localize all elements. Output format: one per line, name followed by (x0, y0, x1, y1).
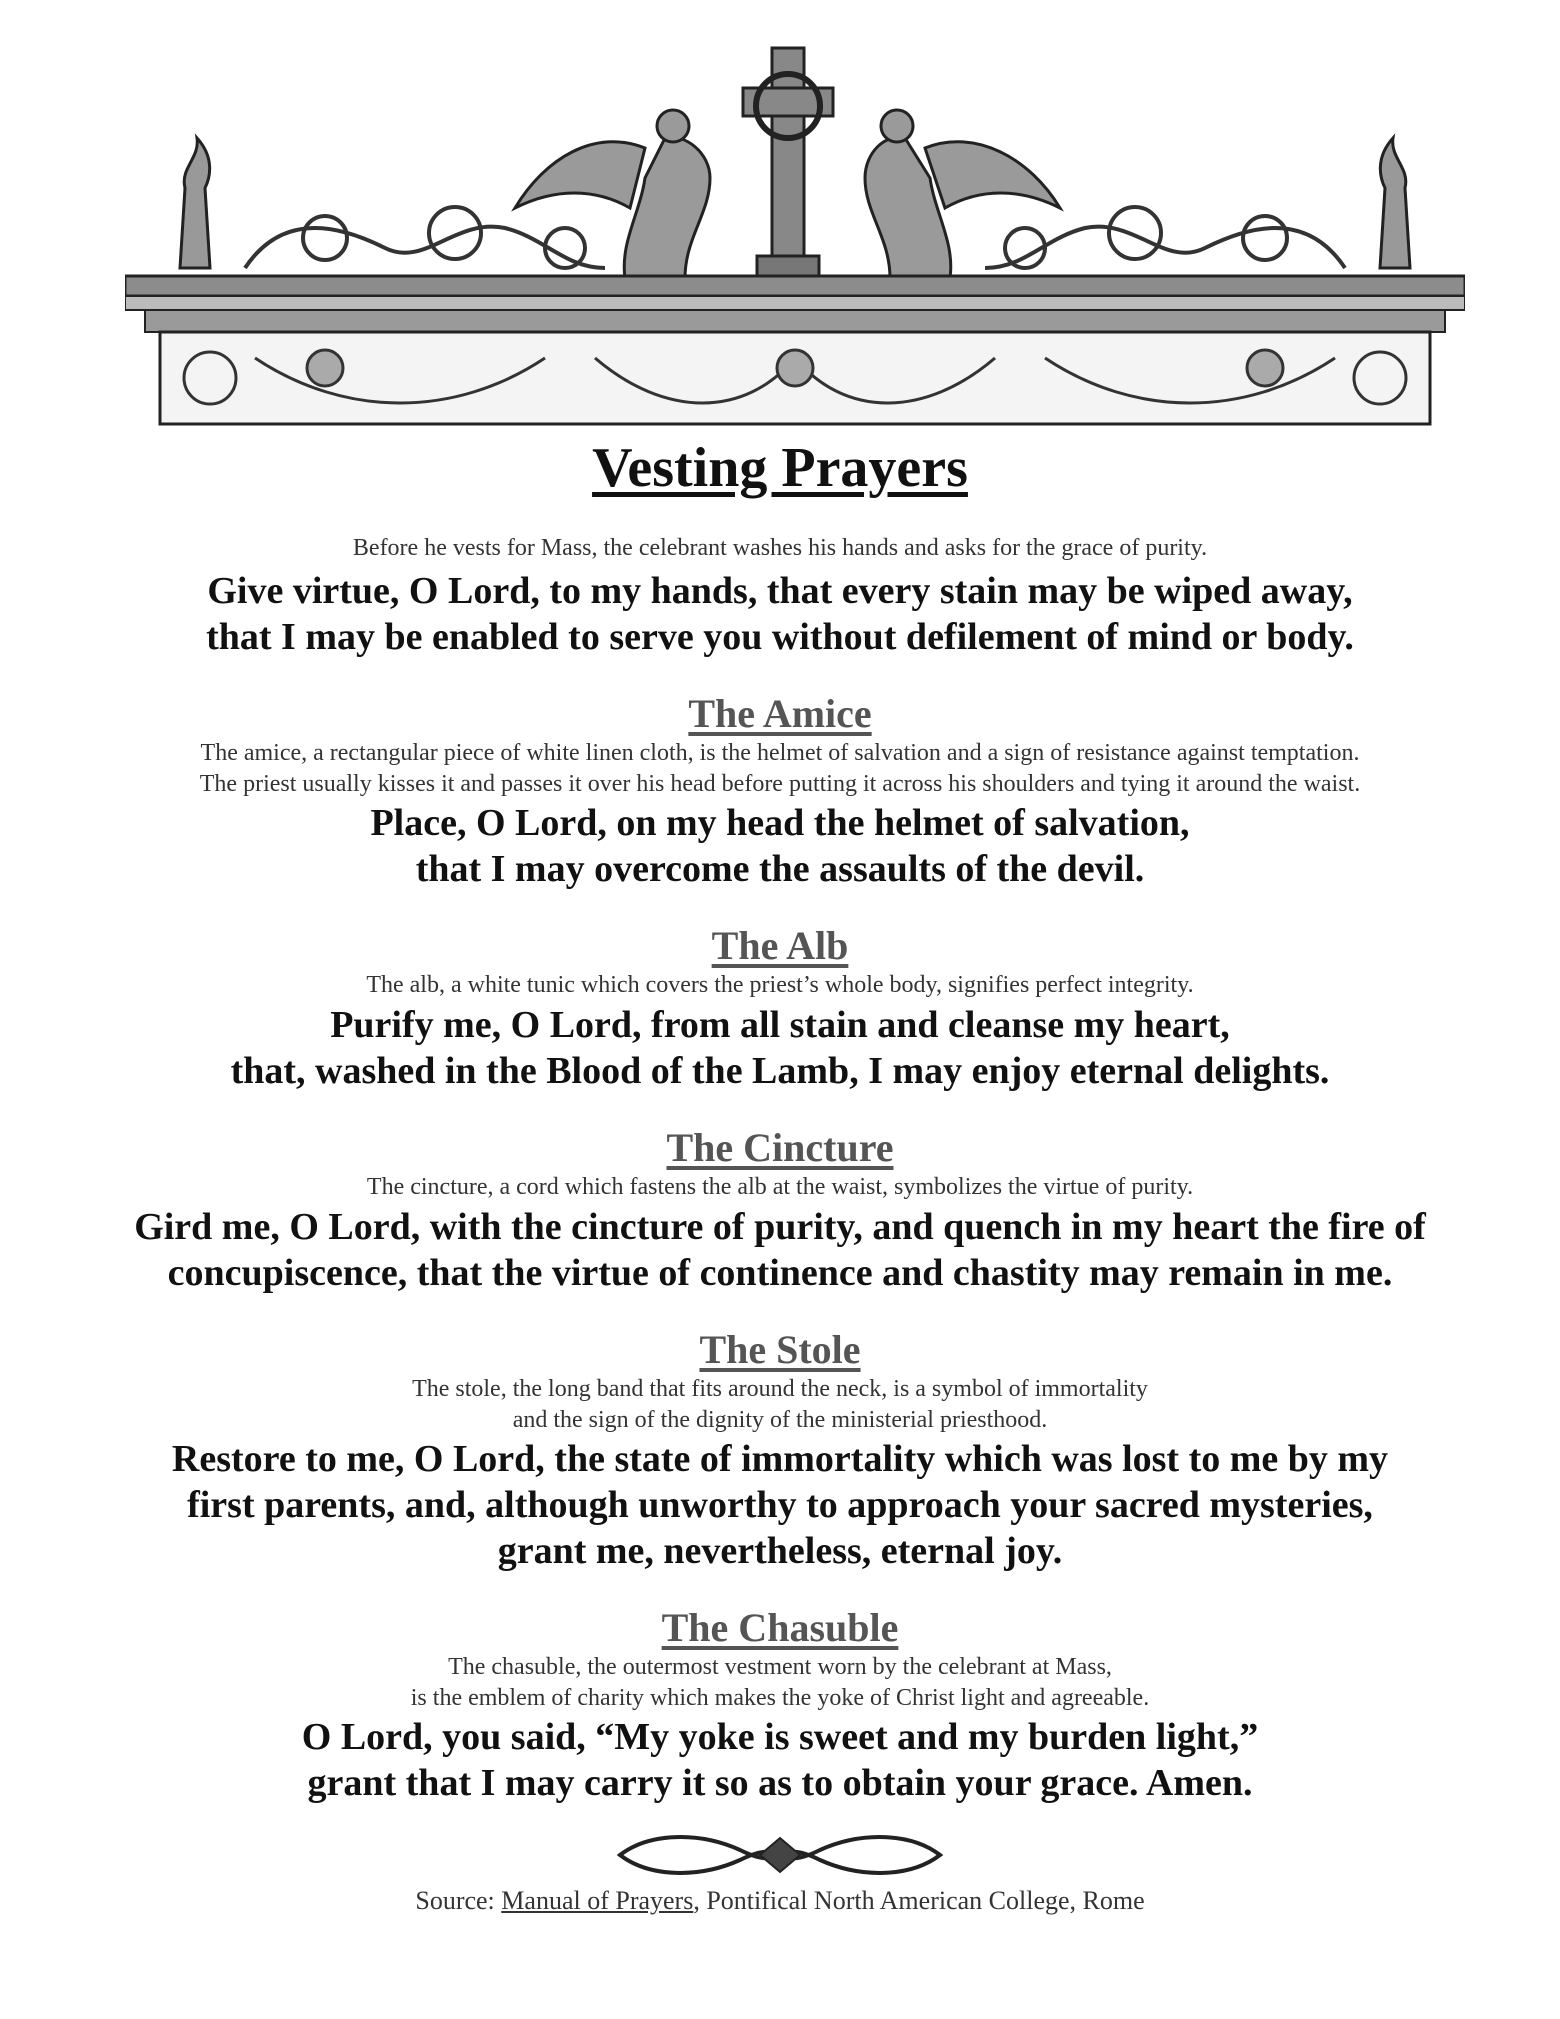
source-label: Source: (415, 1886, 495, 1915)
section-prayer-chasuble (0, 1714, 1560, 1806)
section-heading-chasuble: The Chasuble (661, 1605, 899, 1650)
section-description-amice (0, 738, 1560, 800)
description-line: The cincture, a cord which fastens the alb at the waist, symbolizes the virtue of purity. (366, 1174, 1194, 1200)
prayer-line: that I may be enabled to serve you without defilement of mind or body. (206, 616, 1354, 658)
section-prayer-amice (0, 800, 1560, 892)
description-line: is the emblem of charity which makes the yoke of Christ light and agreeable. (410, 1685, 1150, 1711)
section-prayer-cincture (0, 1204, 1560, 1296)
description-line: The alb, a white tunic which covers the priest’s whole body, signifies perfect integrity. (366, 972, 1194, 998)
description-line: The chasuble, the outermost vestment worn by the celebrant at Mass, (448, 1654, 1112, 1680)
source-publisher: , Pontifical North American College, Rome (693, 1886, 1145, 1915)
prayer-line: Purify me, O Lord, from all stain and cleanse my heart, (330, 1004, 1230, 1046)
section-description-chasuble (0, 1652, 1560, 1714)
section-prayer-alb (0, 1002, 1560, 1094)
section-heading-stole: The Stole (699, 1327, 861, 1372)
prayer-line: first parents, and, although unworthy to approach your sacred mysteries, (187, 1484, 1373, 1526)
section-heading-alb: The Alb (711, 923, 849, 968)
prayer-line: Give virtue, O Lord, to my hands, that every stain may be wiped away, (207, 570, 1353, 612)
cross-upright (772, 48, 804, 278)
prayer-line: Restore to me, O Lord, the state of immortality which was lost to me by my (171, 1438, 1389, 1480)
prayer-line: that I may overcome the assaults of the devil. (415, 848, 1145, 890)
section-heading-cincture: The Cincture (666, 1125, 894, 1170)
intro-description: Before he vests for Mass, the celebrant washes his hands and asks for the grace of purity. (352, 535, 1208, 561)
description-line: The priest usually kisses it and passes it over his head before putting it across his shoulders and tying it around the waist. (199, 771, 1361, 797)
section-prayer-stole (0, 1436, 1560, 1574)
source-citation (0, 1886, 1560, 1916)
flourish-divider-icon (610, 1832, 950, 1878)
section-description-cincture (0, 1172, 1560, 1203)
prayer-line: O Lord, you said, “My yoke is sweet and my burden light,” (301, 1716, 1259, 1758)
description-line: The stole, the long band that fits around the neck, is a symbol of immortality (412, 1376, 1148, 1402)
prayer-line: Gird me, O Lord, with the cincture of purity, and quench in my heart the fire of (134, 1206, 1426, 1248)
source-book-title: Manual of Prayers (501, 1886, 694, 1915)
prayer-line: Place, O Lord, on my head the helmet of salvation, (370, 802, 1190, 844)
section-description-alb (0, 970, 1560, 1001)
intro-prayer (0, 568, 1560, 660)
description-line: and the sign of the dignity of the ministerial priesthood. (512, 1407, 1048, 1433)
prayer-line: grant that I may carry it so as to obtain your grace. Amen. (307, 1762, 1253, 1804)
prayer-line: that, washed in the Blood of the Lamb, I may enjoy eternal delights. (230, 1050, 1330, 1092)
section-heading-amice: The Amice (688, 691, 872, 736)
page-title: Vesting Prayers (592, 437, 968, 499)
prayer-line: concupiscence, that the virtue of continence and chastity may remain in me. (167, 1252, 1393, 1294)
section-description-stole (0, 1374, 1560, 1436)
cornice-top (125, 276, 1465, 296)
altar-ornament-illustration (125, 38, 1465, 428)
cornice-frieze (145, 310, 1445, 332)
prayer-line: grant me, nevertheless, eternal joy. (497, 1530, 1063, 1572)
description-line: The amice, a rectangular piece of white linen cloth, is the helmet of salvation and a sign of resistance against temptation. (200, 740, 1360, 766)
